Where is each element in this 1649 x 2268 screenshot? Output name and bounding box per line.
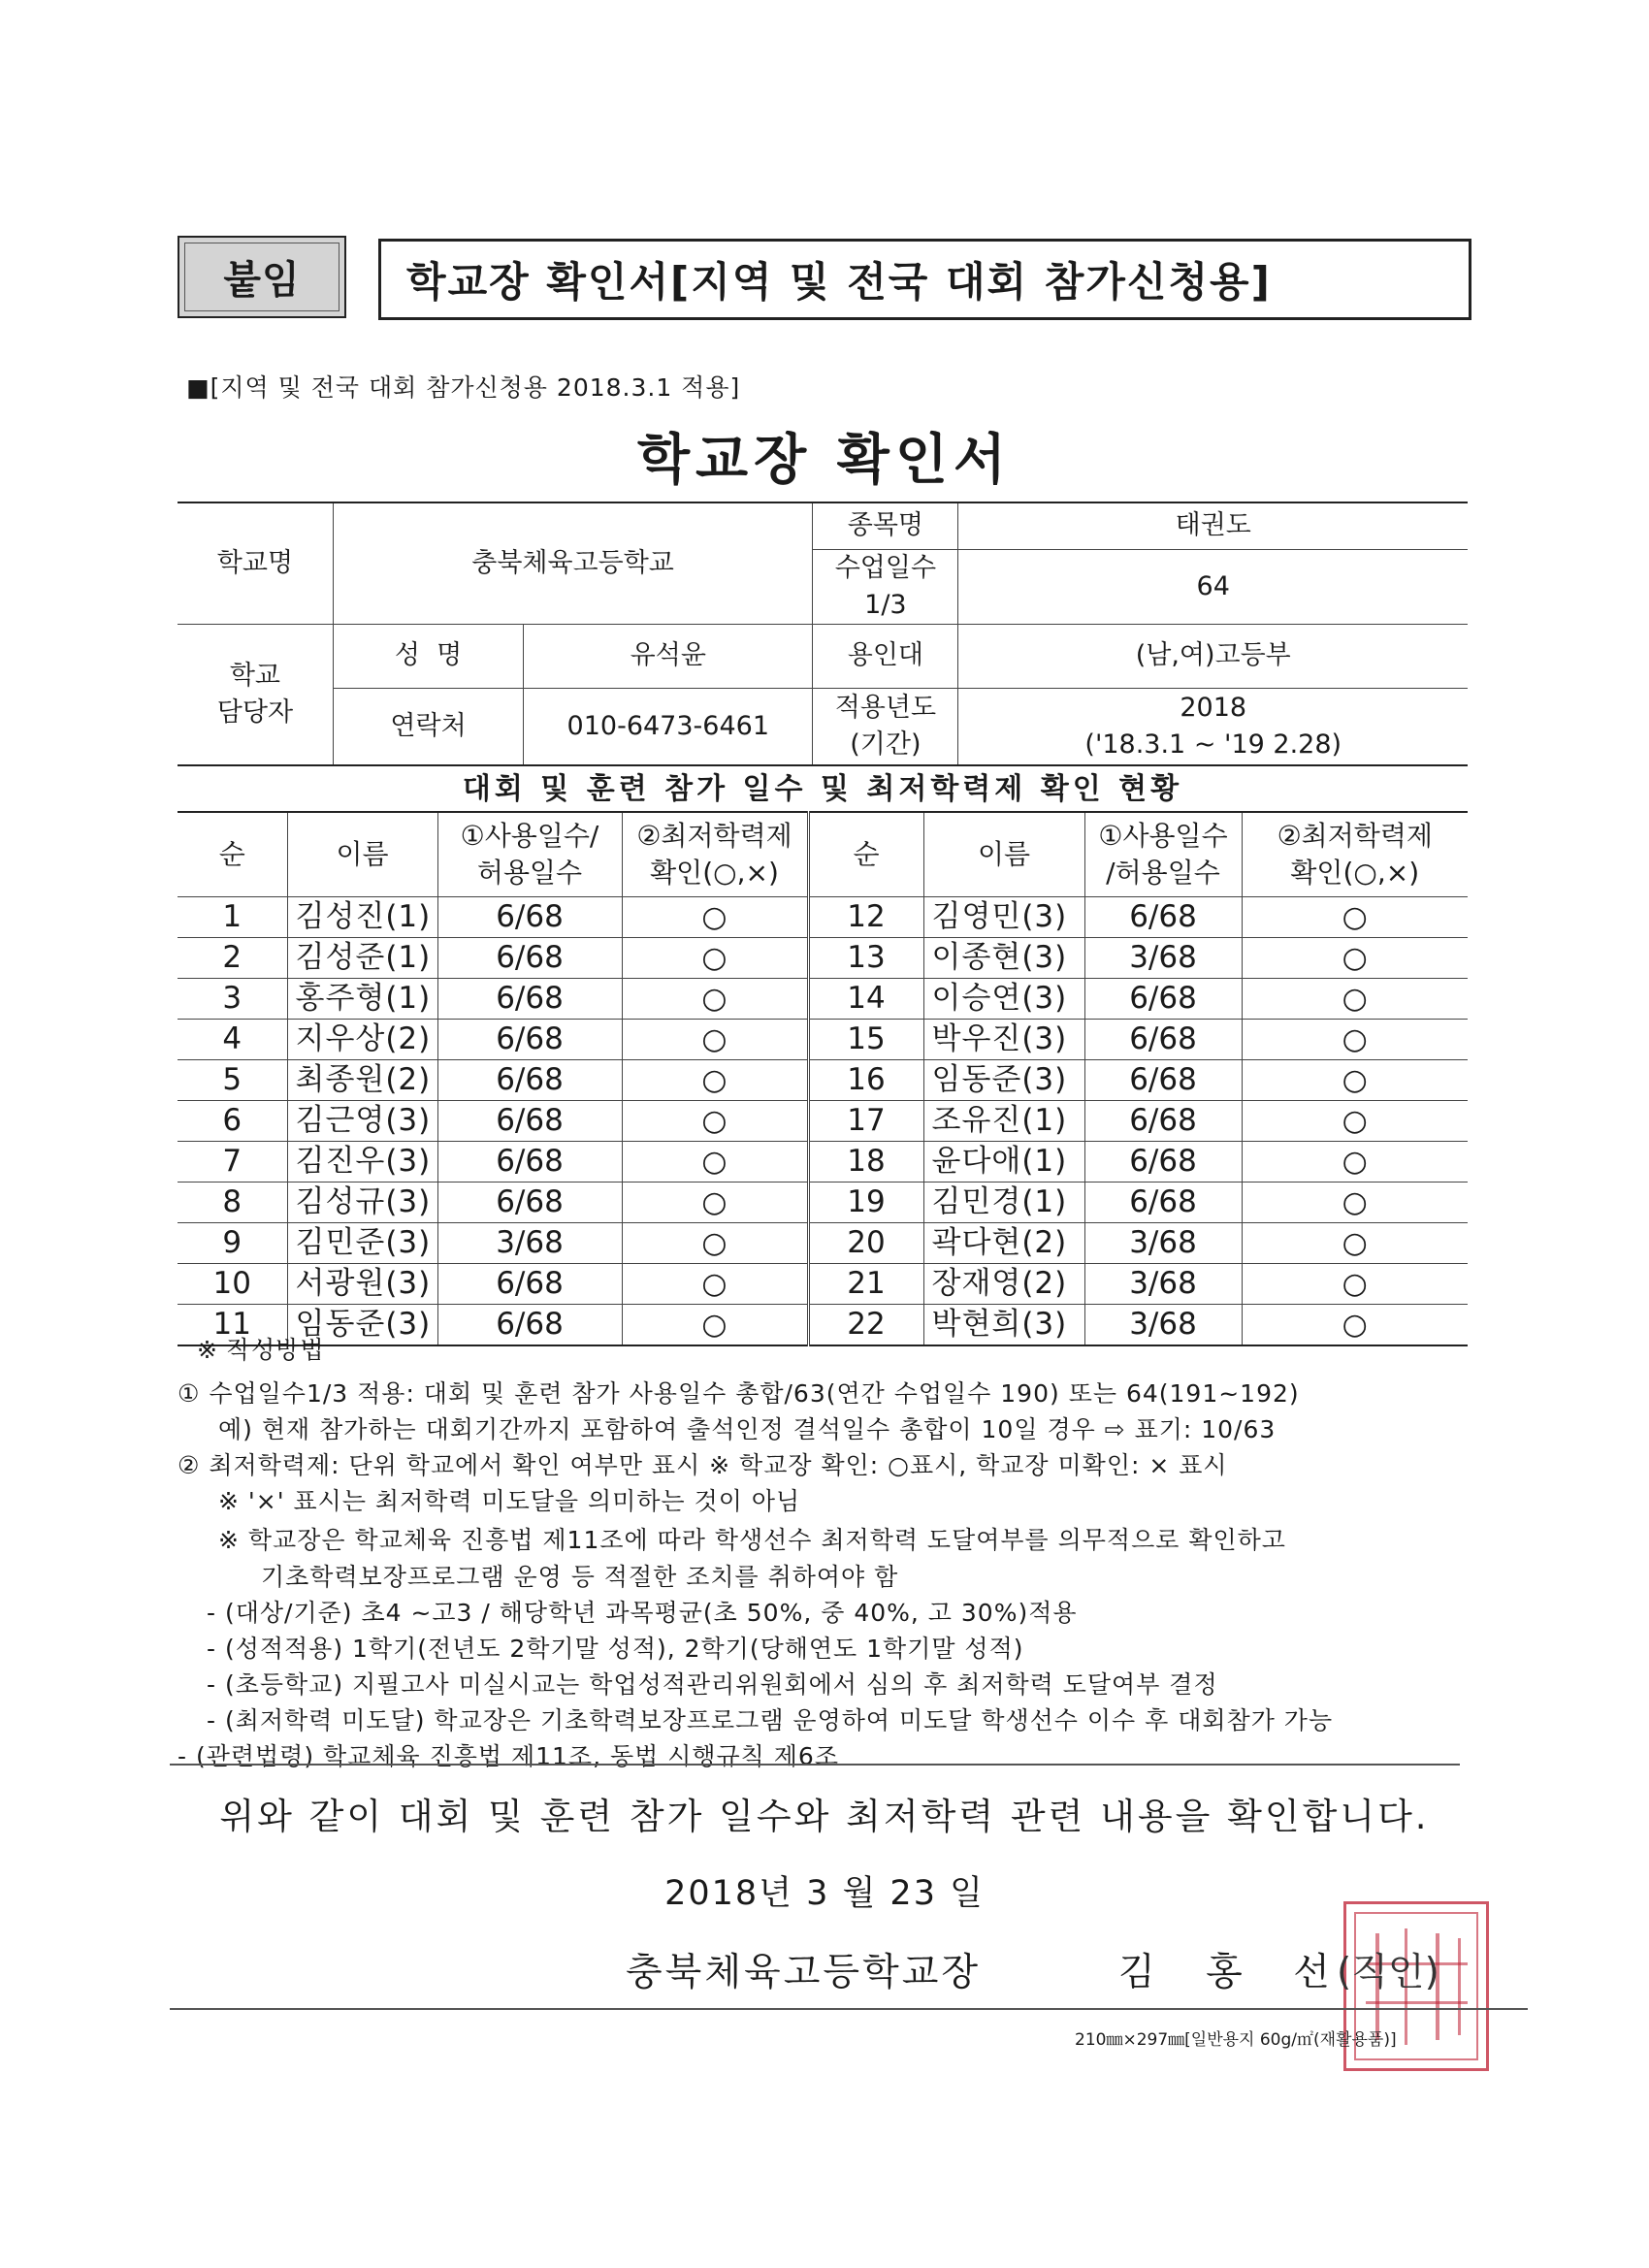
header-min-level <box>622 812 808 897</box>
days-used: 6/68 <box>437 1183 622 1223</box>
row-number: 10 <box>178 1264 287 1305</box>
note-line: - (관련법령) 학교체육 진흥법 제11조, 동법 시행규칙 제6조 <box>178 1742 839 1770</box>
student-name: 곽다현(2) <box>923 1223 1084 1264</box>
header-days <box>437 812 622 897</box>
student-name: 지우상(2) <box>287 1020 437 1060</box>
note-line: ② 최저학력제: 단위 학교에서 확인 여부만 표시 ※ 학교장 확인: ○표시, 학교장 미확인: × 표시 <box>178 1451 1228 1479</box>
days-used: 6/68 <box>437 1142 622 1183</box>
row-number: 7 <box>178 1142 287 1183</box>
divider <box>170 1764 1460 1766</box>
paper-spec-note: 210㎜×297㎜[일반용지 60g/㎡(재활용품)] <box>1075 2030 1397 2050</box>
row-number: 15 <box>808 1020 923 1060</box>
row-number: 20 <box>808 1223 923 1264</box>
row-number: 13 <box>808 938 923 979</box>
student-name: 장재영(2) <box>923 1264 1084 1305</box>
manager-label-line1: 학교 <box>229 660 280 691</box>
student-name: 김민준(3) <box>287 1223 437 1264</box>
days-used: 6/68 <box>437 938 622 979</box>
days-used: 6/68 <box>437 1101 622 1142</box>
meet-value: (남,여)고등부 <box>958 624 1468 688</box>
days-used: 6/68 <box>437 897 622 938</box>
table-row <box>178 1101 1468 1142</box>
student-name: 김성진(1) <box>287 897 437 938</box>
header-min-level <box>1242 812 1468 897</box>
min-level-check: ○ <box>1242 1101 1468 1142</box>
school-value: 충북체육고등학교 <box>333 502 813 624</box>
min-level-check: ○ <box>1242 1142 1468 1183</box>
main-title: 학교장 확인서 <box>636 429 1013 492</box>
meet-label: 용인대 <box>813 624 958 688</box>
header-no: 순 <box>178 812 287 897</box>
school-label: 학교명 <box>178 502 333 624</box>
min-level-check: ○ <box>622 1223 808 1264</box>
event-value: 태권도 <box>958 502 1468 549</box>
days-used: 6/68 <box>1084 1142 1242 1183</box>
note-line: 기초학력보장프로그램 운영 등 적절한 조치를 취하여야 함 <box>261 1563 899 1591</box>
min-level-check: ○ <box>622 897 808 938</box>
row-number: 22 <box>808 1305 923 1346</box>
row-number: 19 <box>808 1183 923 1223</box>
min-level-check: ○ <box>622 979 808 1020</box>
min-level-check: ○ <box>622 1101 808 1142</box>
note-line: ※ '×' 표시는 최저학력 미도달을 의미하는 것이 아님 <box>218 1487 801 1515</box>
note-line: - (성적적용) 1학기(전년도 2학기말 성적), 2학기(당해연도 1학기말 성적) <box>207 1635 1024 1663</box>
days-used: 6/68 <box>437 1060 622 1101</box>
student-name: 김영민(3) <box>923 897 1084 938</box>
header-min-line2: 확인(○,×) <box>650 857 779 889</box>
note-line: ※ 학교장은 학교체육 진흥법 제11조에 따라 학생선수 최저학력 도달여부를 의무적으로 확인하고 <box>218 1526 1286 1554</box>
year-label <box>813 688 958 765</box>
table-row <box>178 938 1468 979</box>
row-number: 17 <box>808 1101 923 1142</box>
days-used: 6/68 <box>437 1305 622 1346</box>
attachment-label-box <box>178 236 346 318</box>
row-number: 12 <box>808 897 923 938</box>
signer-organization: 충북체육고등학교장 <box>626 1951 982 1994</box>
student-name: 조유진(1) <box>923 1101 1084 1142</box>
header-days-line2: 허용일수 <box>476 857 583 889</box>
student-name: 이승연(3) <box>923 979 1084 1020</box>
student-name: 최종원(2) <box>287 1060 437 1101</box>
days-used: 6/68 <box>1084 897 1242 938</box>
header-no: 순 <box>808 812 923 897</box>
header-days-line2: /허용일수 <box>1106 857 1220 889</box>
header-days-line1: ①사용일수 <box>1098 820 1228 852</box>
table-row <box>178 1060 1468 1101</box>
row-number: 14 <box>808 979 923 1020</box>
min-level-check: ○ <box>1242 1223 1468 1264</box>
days-used: 3/68 <box>437 1223 622 1264</box>
student-name: 박우진(3) <box>923 1020 1084 1060</box>
days-used: 6/68 <box>437 979 622 1020</box>
header-name: 이름 <box>923 812 1084 897</box>
student-name: 이종현(3) <box>923 938 1084 979</box>
table-row <box>178 1020 1468 1060</box>
min-level-check: ○ <box>1242 938 1468 979</box>
header-days-line1: ①사용일수/ <box>460 820 599 852</box>
header-min-line2: 확인(○,×) <box>1290 857 1420 889</box>
days-used: 6/68 <box>1084 1183 1242 1223</box>
table-row <box>178 1305 1468 1346</box>
min-level-check: ○ <box>1242 897 1468 938</box>
student-name: 김근영(3) <box>287 1101 437 1142</box>
days-used: 6/68 <box>1084 979 1242 1020</box>
note-line: - (최저학력 미도달) 학교장은 기초학력보장프로그램 운영하여 미도달 학생선수 이수 후 대회참가 가능 <box>207 1706 1334 1734</box>
name-value: 유석윤 <box>524 624 813 688</box>
min-level-check: ○ <box>622 1264 808 1305</box>
year-value-line2: ('18.3.1 ~ '19 2.28) <box>1084 729 1342 760</box>
student-name: 서광원(3) <box>287 1264 437 1305</box>
student-name: 김성준(1) <box>287 938 437 979</box>
min-level-check: ○ <box>622 1142 808 1183</box>
min-level-check: ○ <box>1242 979 1468 1020</box>
section-title: 대회 및 훈련 참가 일수 및 최저학력제 확인 현황 <box>462 772 1183 806</box>
min-level-check: ○ <box>1242 1264 1468 1305</box>
contact-value: 010-6473-6461 <box>524 688 813 765</box>
min-level-check: ○ <box>1242 1305 1468 1346</box>
signature-date: 2018년 3 월 23 일 <box>664 1874 985 1913</box>
row-number: 11 <box>178 1305 287 1346</box>
class-days-label <box>813 549 958 624</box>
row-number: 4 <box>178 1020 287 1060</box>
row-number: 21 <box>808 1264 923 1305</box>
student-name: 김진우(3) <box>287 1142 437 1183</box>
days-used: 6/68 <box>437 1020 622 1060</box>
note-line: ① 수업일수1/3 적용: 대회 및 훈련 참가 사용일수 총합/63(연간 수업일수 190) 또는 64(191~192) <box>178 1379 1300 1408</box>
student-name: 임동준(3) <box>287 1305 437 1346</box>
year-value-line1: 2018 <box>1180 692 1247 723</box>
manager-label <box>178 624 333 765</box>
confirmation-statement: 위와 같이 대회 및 훈련 참가 일수와 최저학력 관련 내용을 확인합니다. <box>219 1796 1430 1837</box>
min-level-check: ○ <box>1242 1020 1468 1060</box>
header-days <box>1084 812 1242 897</box>
roster-table <box>178 811 1468 1346</box>
row-number: 1 <box>178 897 287 938</box>
table-row <box>178 1264 1468 1305</box>
applicability-note: ■[지역 및 전국 대회 참가신청용 2018.3.1 적용] <box>186 373 741 402</box>
header-min-line1: ②최저학력제 <box>1277 820 1433 852</box>
row-number: 9 <box>178 1223 287 1264</box>
note-line: - (대상/기준) 초4 ~고3 / 해당학년 과목평균(초 50%, 중 40%, 고 30%)적용 <box>207 1599 1078 1627</box>
table-row <box>178 1142 1468 1183</box>
event-label: 종목명 <box>813 502 958 549</box>
min-level-check: ○ <box>622 1020 808 1060</box>
row-number: 3 <box>178 979 287 1020</box>
row-number: 16 <box>808 1060 923 1101</box>
class-days-label-line1: 수업일수 <box>834 552 937 583</box>
days-used: 6/68 <box>1084 1101 1242 1142</box>
min-level-check: ○ <box>622 1060 808 1101</box>
min-level-check: ○ <box>622 938 808 979</box>
header-min-line1: ②최저학력제 <box>636 820 792 852</box>
seal-label: (직인) <box>1337 1951 1439 1994</box>
row-number: 18 <box>808 1142 923 1183</box>
days-used: 3/68 <box>1084 1223 1242 1264</box>
min-level-check: ○ <box>622 1183 808 1223</box>
footer-divider <box>170 2008 1528 2010</box>
days-used: 6/68 <box>437 1264 622 1305</box>
year-value <box>958 688 1468 765</box>
row-number: 5 <box>178 1060 287 1101</box>
table-row <box>178 897 1468 938</box>
table-row <box>178 979 1468 1020</box>
manager-label-line2: 담당자 <box>216 697 294 728</box>
days-used: 3/68 <box>1084 1264 1242 1305</box>
student-name: 임동준(3) <box>923 1060 1084 1101</box>
student-name: 박현희(3) <box>923 1305 1084 1346</box>
days-used: 3/68 <box>1084 1305 1242 1346</box>
attachment-label: 붙임 <box>223 258 301 303</box>
class-days-value: 64 <box>958 549 1468 624</box>
class-days-label-line2: 1/3 <box>864 589 907 620</box>
min-level-check: ○ <box>622 1305 808 1346</box>
name-label: 성 명 <box>333 624 523 688</box>
note-line: - (초등학교) 지필고사 미실시교는 학업성적관리위원회에서 심의 후 최저학력 도달여부 결정 <box>207 1670 1218 1699</box>
days-used: 3/68 <box>1084 938 1242 979</box>
document-title-box <box>378 239 1471 320</box>
notes-heading: ※ 작성방법 <box>197 1336 325 1364</box>
note-line: 예) 현재 참가하는 대회기간까지 포함하여 출석인정 결석일수 총합이 10일 경우 ⇨ 표기: 10/63 <box>218 1415 1277 1443</box>
student-name: 윤다애(1) <box>923 1142 1084 1183</box>
days-used: 6/68 <box>1084 1020 1242 1060</box>
row-number: 6 <box>178 1101 287 1142</box>
header-name: 이름 <box>287 812 437 897</box>
student-name: 김민경(1) <box>923 1183 1084 1223</box>
min-level-check: ○ <box>1242 1060 1468 1101</box>
year-label-line1: 적용년도 <box>834 692 937 723</box>
student-name: 김성규(3) <box>287 1183 437 1223</box>
table-row <box>178 1223 1468 1264</box>
student-name: 홍주형(1) <box>287 979 437 1020</box>
row-number: 8 <box>178 1183 287 1223</box>
school-info-table <box>178 502 1468 766</box>
contact-label: 연락처 <box>333 688 523 765</box>
days-used: 6/68 <box>1084 1060 1242 1101</box>
signer-name: 김 홍 선 <box>1118 1951 1349 1994</box>
document-title: 학교장 확인서[지역 및 전국 대회 참가신청용] <box>406 258 1272 306</box>
row-number: 2 <box>178 938 287 979</box>
min-level-check: ○ <box>1242 1183 1468 1223</box>
year-label-line2: (기간) <box>850 729 922 760</box>
table-row <box>178 1183 1468 1223</box>
